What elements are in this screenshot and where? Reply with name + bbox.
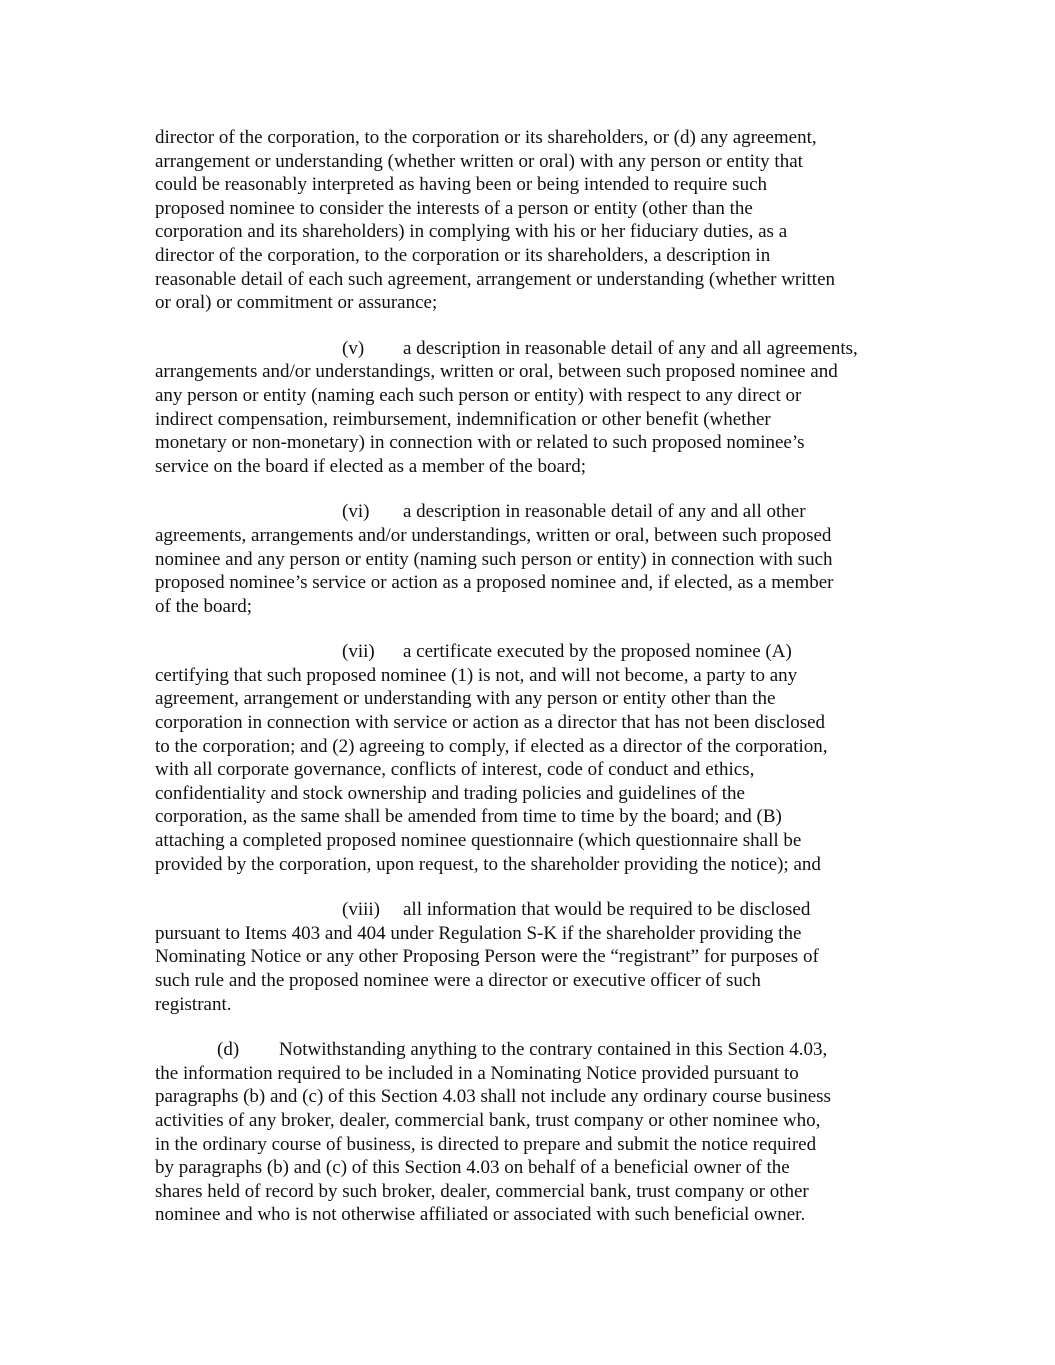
- text-line: activities of any broker, dealer, commercial bank, trust company or other nominee who,: [155, 1109, 821, 1131]
- text-line: monetary or non-monetary) in connection with or related to such proposed nominee’s: [155, 432, 805, 454]
- text-line: proposed nominee to consider the interests of a person or entity (other than the: [155, 197, 753, 219]
- text-line: indirect compensation, reimbursement, indemnification or other benefit (whether: [155, 408, 771, 430]
- text-run: a certificate executed by the proposed nominee (A): [403, 641, 792, 663]
- text-line: [155, 898, 903, 922]
- paragraph-item-vii: [155, 640, 903, 876]
- paragraph-item-vi: [155, 500, 903, 618]
- text-line: by paragraphs (b) and (c) of this Section 4.03 on behalf of a beneficial owner of the: [155, 1157, 790, 1179]
- item-marker: (v): [342, 337, 365, 359]
- text-run: a description in reasonable detail of any and all agreements,: [403, 337, 858, 359]
- text-line: [155, 1038, 903, 1062]
- text-line: such rule and the proposed nominee were a director or executive officer of such: [155, 970, 761, 991]
- text-line: corporation in connection with service or action as a director that has not been disclosed: [155, 712, 826, 734]
- item-marker: (vii): [342, 641, 375, 663]
- document-body: [155, 126, 903, 1249]
- text-line: reasonable detail of each such agreement, arrangement or understanding (whether written: [155, 268, 836, 290]
- text-line: in the ordinary course of business, is directed to prepare and submit the notice required: [155, 1133, 817, 1155]
- text-line: [155, 337, 903, 361]
- text-line: [155, 640, 903, 664]
- text-line: nominee and any person or entity (naming such person or entity) in connection with such: [155, 548, 833, 570]
- text-line: confidentiality and stock ownership and trading policies and guidelines of the: [155, 782, 745, 804]
- section-marker: (d): [217, 1039, 240, 1061]
- text-line: arrangement or understanding (whether written or oral) with any person or entity that: [155, 150, 803, 172]
- item-marker: (viii): [342, 899, 380, 921]
- text-line: nominee and who is not otherwise affiliated or associated with such beneficial owner.: [155, 1204, 806, 1226]
- text-line: attaching a completed proposed nominee questionnaire (which questionnaire shall be: [155, 830, 802, 852]
- text-line: [155, 500, 903, 524]
- text-line: with all corporate governance, conflicts of interest, code of conduct and ethics,: [155, 759, 755, 781]
- text-line: of the board;: [155, 595, 253, 617]
- text-line: certifying that such proposed nominee (1) is not, and will not become, a party to any: [155, 664, 798, 686]
- text-line: agreement, arrangement or understanding with any person or entity other than the: [155, 688, 776, 710]
- text-run: Notwithstanding anything to the contrary contained in this Section 4.03,: [279, 1039, 828, 1061]
- text-line: Nominating Notice or any other Proposing Person were the “registrant” for purposes of: [155, 946, 819, 968]
- text-line: registrant.: [155, 993, 232, 1015]
- text-line: proposed nominee’s service or action as a proposed nominee and, if elected, as a member: [155, 572, 834, 594]
- text-line: director of the corporation, to the corporation or its shareholders, a description in: [155, 244, 771, 266]
- text-line: could be reasonably interpreted as having been or being intended to require such: [155, 174, 768, 196]
- paragraph-section-d: [155, 1038, 903, 1227]
- text-line: arrangements and/or understandings, written or oral, between such proposed nominee and: [155, 361, 838, 383]
- text-run: all information that would be required to be disclosed: [403, 899, 811, 921]
- text-run: a description in reasonable detail of any and all other: [403, 501, 806, 523]
- text-line: service on the board if elected as a member of the board;: [155, 455, 587, 477]
- paragraph-continuation: [155, 126, 903, 315]
- item-marker: (vi): [342, 501, 370, 523]
- text-line: agreements, arrangements and/or understandings, written or oral, between such proposed: [155, 524, 832, 546]
- text-line: pursuant to Items 403 and 404 under Regulation S-K if the shareholder providing the: [155, 922, 802, 944]
- paragraph-item-viii: [155, 898, 903, 1016]
- text-line: or oral) or commitment or assurance;: [155, 292, 438, 314]
- paragraph-item-v: [155, 337, 903, 479]
- text-line: provided by the corporation, upon request, to the shareholder providing the notice); and: [155, 853, 821, 875]
- text-line: paragraphs (b) and (c) of this Section 4.03 shall not include any ordinary course business: [155, 1086, 831, 1108]
- text-line: the information required to be included in a Nominating Notice provided pursuant to: [155, 1062, 799, 1084]
- text-line: any person or entity (naming each such person or entity) with respect to any direct or: [155, 384, 802, 406]
- text-line: corporation, as the same shall be amended from time to time by the board; and (B): [155, 806, 782, 828]
- text-line: corporation and its shareholders) in complying with his or her fiduciary duties, as a: [155, 221, 788, 243]
- text-line: to the corporation; and (2) agreeing to comply, if elected as a director of the corporation,: [155, 735, 828, 757]
- text-line: shares held of record by such broker, dealer, commercial bank, trust company or other: [155, 1180, 809, 1202]
- text-line: director of the corporation, to the corporation or its shareholders, or (d) any agreement,: [155, 127, 817, 148]
